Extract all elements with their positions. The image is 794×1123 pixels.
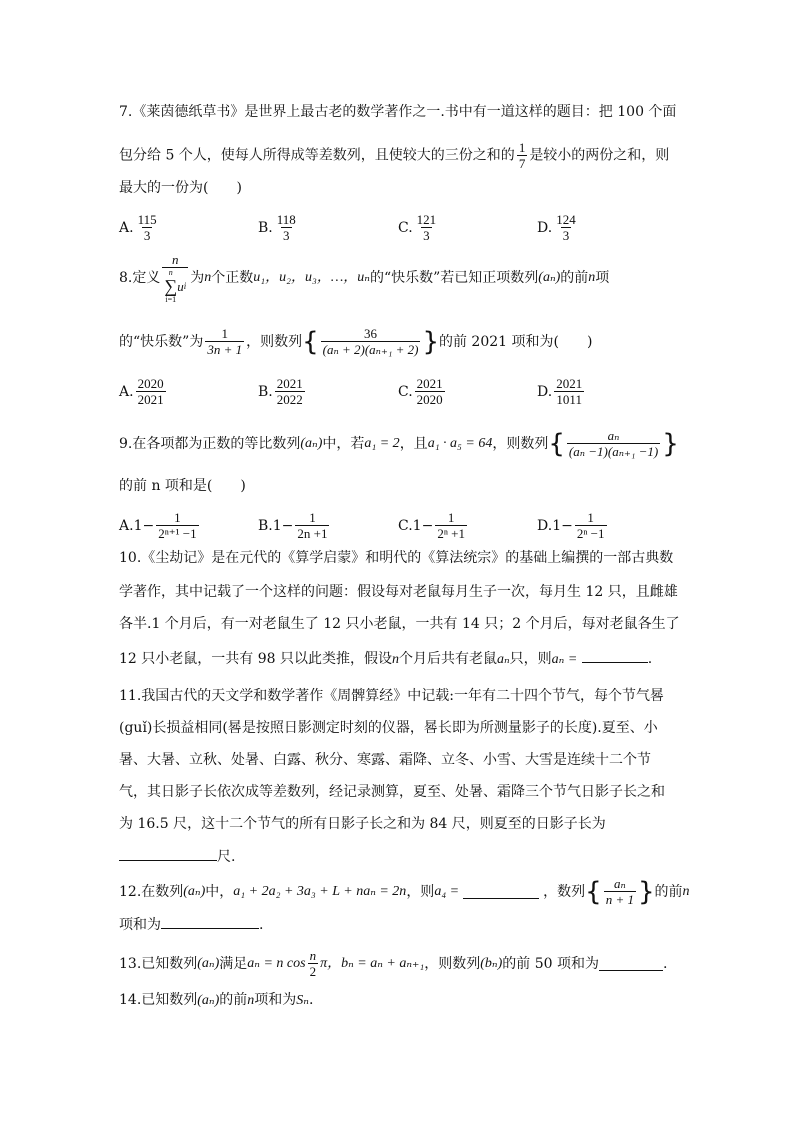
q7-fraction: $\frac{1}{7}$	[518, 140, 526, 171]
q12-line1: 12.在数列 (aₙ) 中， a₁ + 2a₂ + 3a₃ + L + naₙ = 2n ，则 a₄ = ，数列 { $\frac{\text{aₙ}}{n + 1}$ } 的前 n	[119, 876, 690, 907]
q13-line: 13.已知数列 (aₙ) 满足 aₙ = n cos $\frac{n}{2}$ π， bₙ = aₙ + aₙ₊₁ ，则数列 (bₙ) 的前 50 项和为 .	[119, 948, 668, 979]
q8-sequence-fraction: $\frac{36}{\text{(aₙ + 2)(aₙ₊₁ + 2)}}$	[322, 326, 419, 357]
q10-line2: 学著作，其中记载了一个这样的问题：假设每对老鼠每月生子一次，每月生 12 只，且雌雄	[119, 584, 678, 600]
q9-option-c: C. 1− $\frac{1}{\text{2ⁿ +1}}$	[398, 510, 465, 541]
q12-sequence-fraction: $\frac{\text{aₙ}}{n + 1}$	[605, 876, 634, 907]
q12-line2: 项和为 .	[119, 914, 263, 935]
q7-line2: 包分给 5 个人，使每人所得成等差数列，且使较大的三份之和的 $\frac{1}{7}$ 是较小的两份之和，则	[119, 140, 670, 171]
q8-definition-fraction: n n ∑ i=1 u i	[164, 252, 187, 304]
q9-option-b: B. 1− $\frac{1}{2n +1}$	[258, 510, 328, 541]
q7-option-a: A. $\frac{115}{3}$	[119, 212, 157, 243]
q11-answer-blank[interactable]	[119, 846, 217, 861]
q7-line3: 最大的一份为( )	[119, 180, 242, 196]
q11-line4: 气，其日影子长依次成等差数列，经记录测算，夏至、处暑、霜降三个节气日影子长之和	[119, 784, 665, 800]
q10-line4: 12 只小老鼠，一共有 98 只以此类推，假设n个月后共有老鼠aₙ只，则aₙ = .	[119, 648, 652, 670]
q7-option-c: C. $\frac{121}{3}$	[398, 212, 437, 243]
q10-line1: 10.《尘劫记》是在元代的《算学启蒙》和明代的《算法统宗》的基础上编撰的一部古典数	[119, 550, 674, 566]
q7-option-b: B. $\frac{118}{3}$	[258, 212, 296, 243]
q14-line: 14.已知数列(aₙ)的前n项和为Sₙ.	[119, 992, 314, 1008]
q10-answer-blank[interactable]	[582, 648, 648, 663]
q12-a4-blank[interactable]	[463, 884, 539, 899]
q11-line5: 为 16.5 尺，这十二个节气的所有日影子长之和为 84 尺，则夏至的日影子长为	[119, 816, 606, 832]
q11-line3: 暑、大暑、立秋、处暑、白露、秋分、寒露、霜降、立冬、小雪、大雪是连续十二个节	[119, 752, 651, 768]
q12-sum-blank[interactable]	[161, 914, 259, 929]
q11-line1: 11.我国古代的天文学和数学著作《周髀算经》中记载:一年有二十四个节气，每个节气晷	[119, 688, 664, 704]
q8-option-a: A. $\frac{2020}{2021}$	[119, 376, 164, 407]
q7-line1: 7.《莱茵德纸草书》是世界上最古老的数学著作之一.书中有一道这样的题目：把 100 个面	[119, 104, 677, 120]
q7-option-d: D. $\frac{124}{3}$	[537, 212, 576, 243]
q10-line3: 各半.1 个月后，有一对老鼠生了 12 只小老鼠，一共有 14 只；2 个月后，每对老鼠各生了	[119, 616, 680, 632]
q9-line1: 9.在各项都为正数的等比数列 (aₙ) 中，若 a₁ = 2 ，且 a₁ · a₅ = 64 ，则数列 { $\frac{\text{aₙ}}{\text{(aₙ −1)(aₙ₊₁ −1)}}$ }	[119, 428, 679, 459]
q8-line1: 8.定义 n n ∑ i=1 u i 为 n 个正数 u₁，u₂，u₃，…，uₙ 的“快乐数”若已知正项数列 (aₙ) 的前 n 项	[119, 252, 610, 304]
q8-option-c: C. $\frac{2021}{2020}$	[398, 376, 443, 407]
q9-sequence-fraction: $\frac{\text{aₙ}}{\text{(aₙ −1)(aₙ₊₁ −1)}}$	[568, 428, 659, 459]
q9-line2: 的前 n 项和是( )	[119, 478, 246, 494]
q11-line6: 尺.	[119, 846, 235, 867]
q9-option-a: A. 1− $\frac{1}{\text{2ⁿ⁺¹ −1}}$	[119, 510, 197, 541]
q13-answer-blank[interactable]	[599, 956, 663, 971]
q9-option-d: D. 1− $\frac{1}{\text{2ⁿ −1}}$	[537, 510, 605, 541]
q8-option-b: B. $\frac{2021}{2022}$	[258, 376, 303, 407]
q8-option-d: D. $\frac{2021}{1011}$	[537, 376, 583, 407]
q11-line2: (guǐ)长损益相同(晷是按照日影测定时刻的仪器，晷长即为所测量影子的长度).夏至、小	[119, 720, 658, 736]
q8-line2: 的“快乐数”为 $\frac{1}{3n + 1}$ ，则数列 { $\frac{36}{\text{(aₙ + 2)(aₙ₊₁ + 2)}}$ } 的前 2021 项和为( )	[119, 326, 593, 357]
